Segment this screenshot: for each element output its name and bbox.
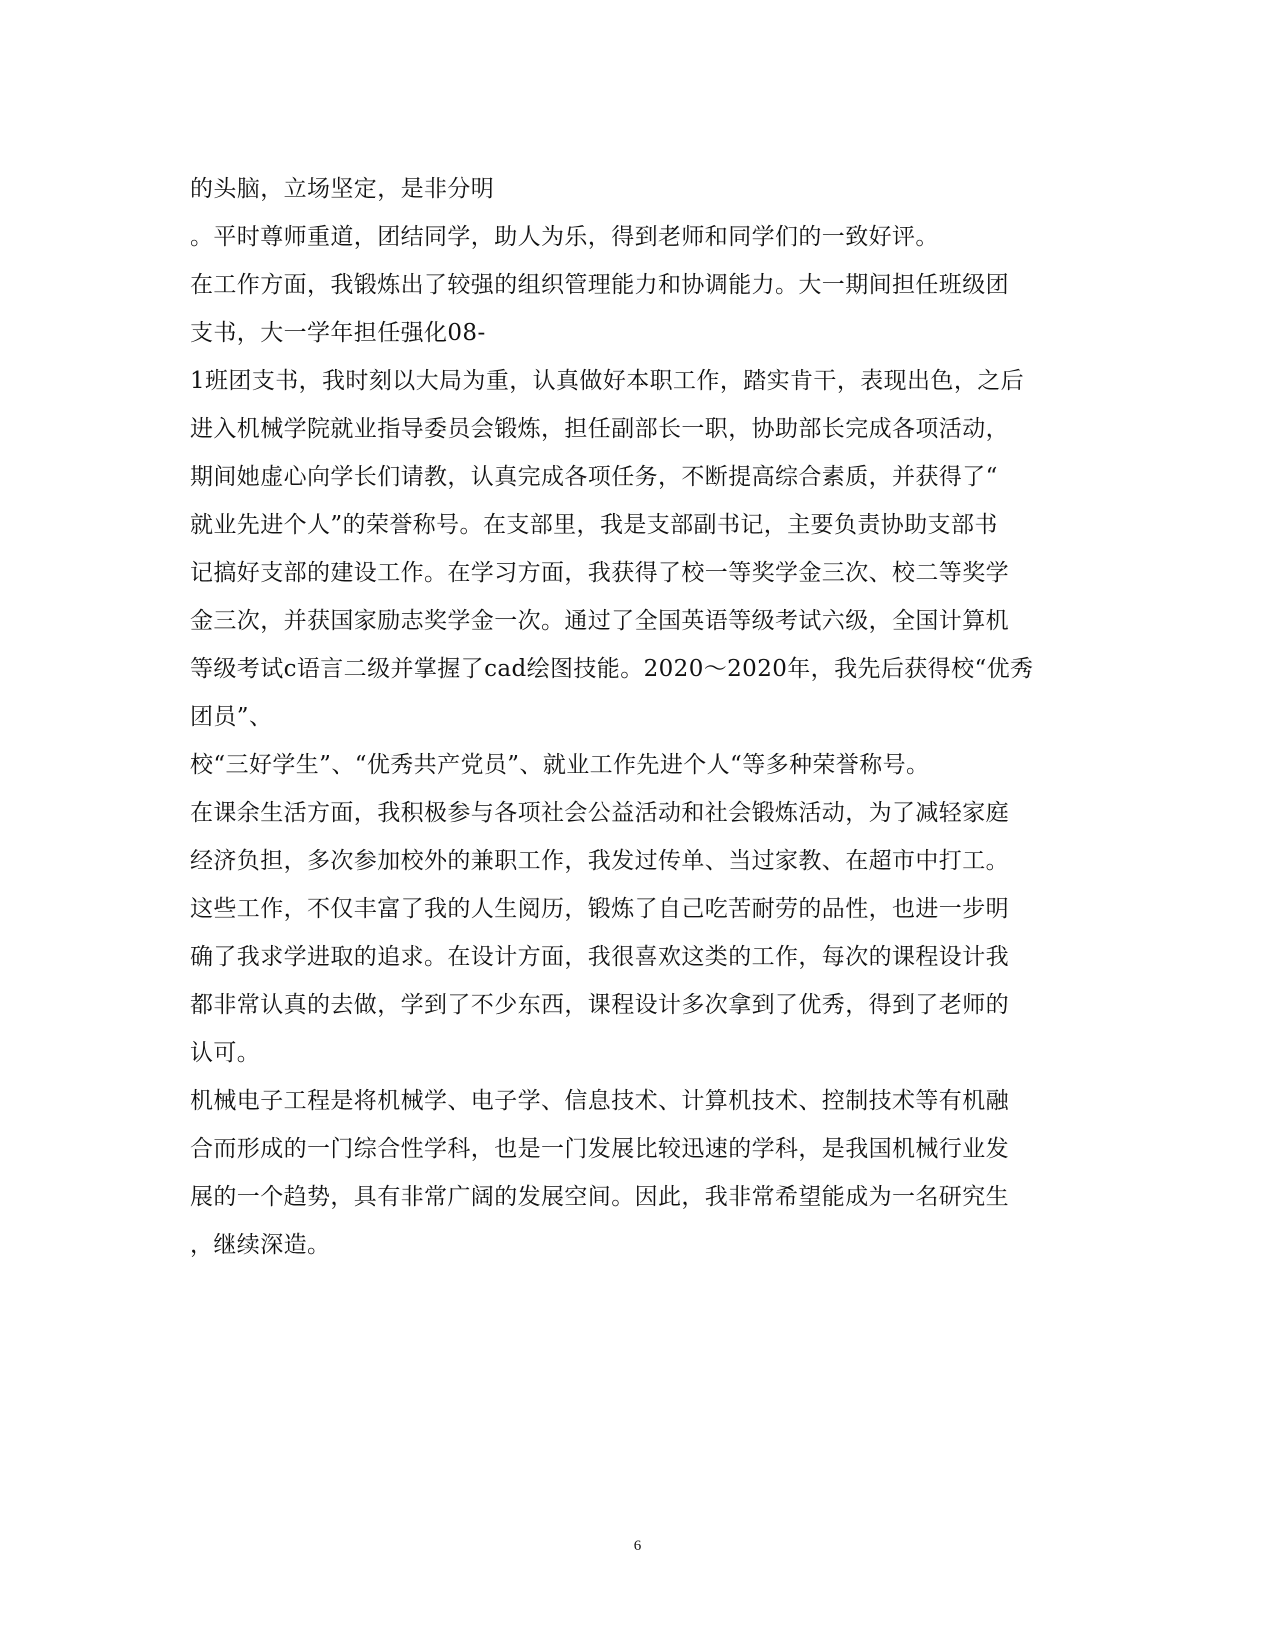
text-line: 的头脑，立场坚定，是非分明 xyxy=(190,176,495,202)
text-line: 团员”、 xyxy=(190,704,273,730)
text-line: 。平时尊师重道，团结同学，助人为乐，得到老师和同学们的一致好评。 xyxy=(190,224,939,250)
text-line: 1班团支书，我时刻以大局为重，认真做好本职工作，踏实肯干，表现出色，之后 xyxy=(190,368,1025,394)
text-line: 都非常认真的去做，学到了不少东西，课程设计多次拿到了优秀，得到了老师的 xyxy=(190,992,1009,1018)
text-line: 等级考试c语言二级并掌握了cad绘图技能。2020～2020年，我先后获得校“优秀 xyxy=(190,656,1034,682)
text-line: 校“三好学生”、“优秀共产党员”、就业工作先进个人“等多种荣誉称号。 xyxy=(190,752,930,778)
text-line: 认可。 xyxy=(190,1040,261,1066)
text-line: 金三次，并获国家励志奖学金一次。通过了全国英语等级考试六级，全国计算机 xyxy=(190,608,1009,634)
text-line: ，继续深造。 xyxy=(190,1232,331,1258)
body-text xyxy=(190,165,1090,1269)
page-number: 6 xyxy=(633,1538,642,1554)
text-line: 期间她虚心向学长们请教，认真完成各项任务，不断提高综合素质，并获得了“ xyxy=(190,464,998,490)
text-line: 在工作方面，我锻炼出了较强的组织管理能力和协调能力。大一期间担任班级团 xyxy=(190,272,1009,298)
text-line: 在课余生活方面，我积极参与各项社会公益活动和社会锻炼活动，为了减轻家庭 xyxy=(190,800,1009,826)
text-line: 就业先进个人”的荣誉称号。在支部里，我是支部副书记，主要负责协助支部书 xyxy=(190,512,998,538)
text-line: 记搞好支部的建设工作。在学习方面，我获得了校一等奖学金三次、校二等奖学 xyxy=(190,560,1009,586)
text-line: 支书，大一学年担任强化08- xyxy=(190,320,486,346)
text-line: 经济负担，多次参加校外的兼职工作，我发过传单、当过家教、在超市中打工。 xyxy=(190,848,1009,874)
text-line: 这些工作，不仅丰富了我的人生阅历，锻炼了自己吃苦耐劳的品性，也进一步明 xyxy=(190,896,1009,922)
text-line: 机械电子工程是将机械学、电子学、信息技术、计算机技术、控制技术等有机融 xyxy=(190,1088,1009,1114)
text-line: 确了我求学进取的追求。在设计方面，我很喜欢这类的工作，每次的课程设计我 xyxy=(190,944,1009,970)
text-line: 展的一个趋势，具有非常广阔的发展空间。因此，我非常希望能成为一名研究生 xyxy=(190,1184,1009,1210)
text-line: 合而形成的一门综合性学科，也是一门发展比较迅速的学科，是我国机械行业发 xyxy=(190,1136,1009,1162)
text-line: 进入机械学院就业指导委员会锻炼，担任副部长一职，协助部长完成各项活动， xyxy=(190,416,1009,442)
